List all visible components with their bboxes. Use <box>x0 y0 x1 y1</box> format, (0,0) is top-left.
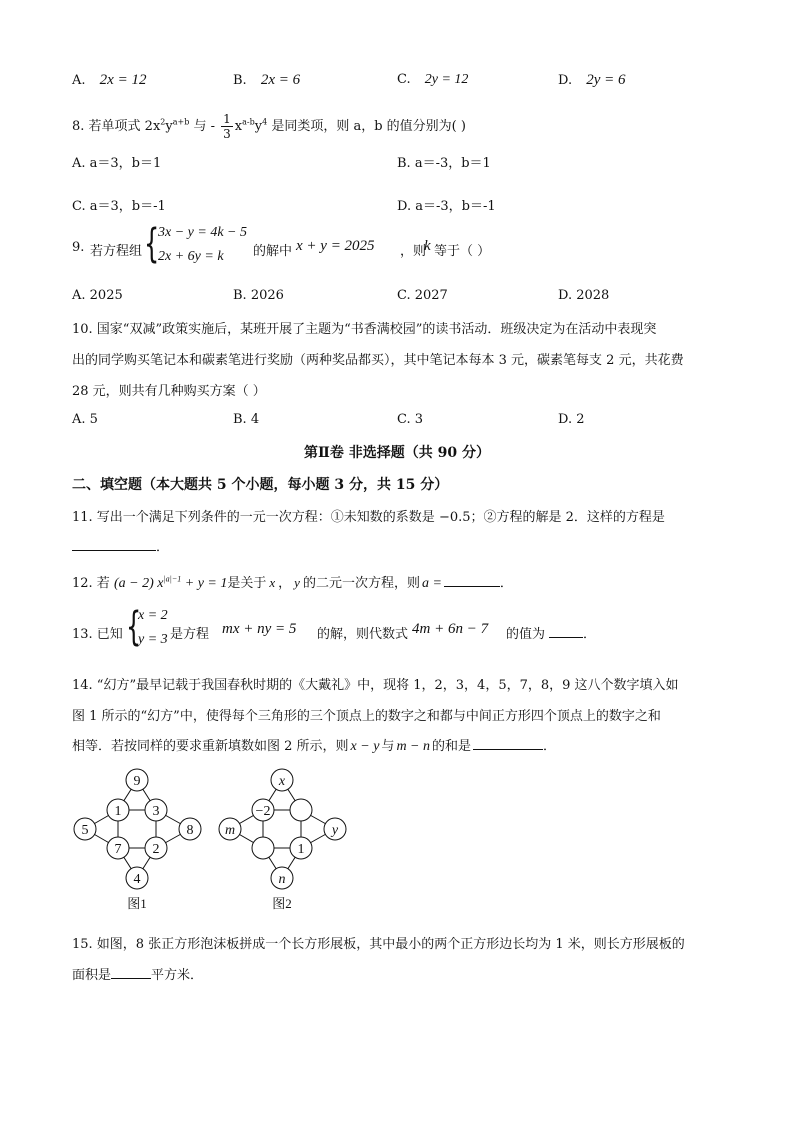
q11-blank[interactable] <box>72 538 156 551</box>
q14-blank[interactable] <box>473 737 543 750</box>
q8-stem: 8. 若单项式 $2x^2y^{a+b}$ 与 - $\frac{1}{3}$ $x^{a-b}y^4$ 是同类项，则 a，b 的值分别为( ) <box>72 112 466 141</box>
q9-system-brace: { <box>144 221 160 267</box>
fig2-caption: 图2 <box>272 896 292 911</box>
section-title: 第Ⅱ卷 非选择题（共 90 分） <box>304 445 490 461</box>
q8-option-b: B. a＝-3，b＝1 <box>397 156 491 171</box>
q7-option-c: C. 2y = 12 <box>397 72 469 87</box>
q14-line-2: 图 1 所示的“幻方”中，使得每个三角形的三个顶点上的数字之和都与中间正方形四个顶点上的数字之和 <box>72 709 661 724</box>
q7-option-b: B. 2x = 6 <box>233 72 301 88</box>
q13-blank[interactable] <box>549 625 583 638</box>
q7-option-d: D. 2y = 6 <box>558 72 626 88</box>
fig2-label-br: 1 <box>297 842 305 857</box>
q9-option-d: D. 2028 <box>558 288 610 303</box>
fig1-label-bl: 7 <box>114 842 122 857</box>
section-subtitle: 二、填空题（本大题共 5 个小题，每小题 3 分，共 15 分） <box>72 477 449 493</box>
fig2-label-left: m <box>224 823 236 838</box>
q9-option-c: C. 2027 <box>397 288 448 303</box>
q11-line-1: 11. 写出一个满足下列条件的一元一次方程：①未知数的系数是 −0.5；②方程的解是 2．这样的方程是 <box>72 510 665 525</box>
fig1-label-tl: 1 <box>114 804 122 819</box>
q10-line-1: 10. 国家“双减”政策实施后，某班开展了主题为“书香满校园”的读书活动．班级决定为在活动中表现突 <box>72 322 657 337</box>
q15-blank[interactable] <box>111 966 151 979</box>
q10-option-b: B. 4 <box>233 412 260 427</box>
fig2-node-tr <box>290 799 312 821</box>
q10-line-2: 出的同学购买笔记本和碳素笔进行奖励（两种奖品都买），其中笔记本每本 3 元，碳素笔每支 2 元，共花费 <box>72 353 684 368</box>
q8-option-c: C. a＝3，b＝-1 <box>72 199 166 214</box>
fig1-label-top: 9 <box>133 774 141 789</box>
fig2-node-bl <box>252 837 274 859</box>
q10-option-c: C. 3 <box>397 412 424 427</box>
q15-line-2: 面积是 平方米． <box>72 968 204 983</box>
q10-option-a: A. 5 <box>72 412 98 427</box>
fig1-label-bottom: 4 <box>133 872 141 887</box>
q15-line-1: 15. 如图，8 张正方形泡沫板拼成一个长方形展板，其中最小的两个正方形边长均为 1 米，则长方形展板的 <box>72 937 685 952</box>
fig1-label-right: 8 <box>186 823 194 838</box>
q10-option-d: D. 2 <box>558 412 585 427</box>
fig2-label-right: y <box>331 823 339 838</box>
q12-stem: 12. 若 (a − 2) $x^{|a|-1} + y = 1$是关于 x ， y 的二元一次方程，则 a = ． <box>72 574 513 591</box>
q10-line-3: 28 元，则共有几种购买方案（ ） <box>72 384 266 399</box>
fig2-label-bottom: n <box>278 872 286 887</box>
q9-option-b: B. 2026 <box>233 288 284 303</box>
fig1-label-br: 2 <box>152 842 160 857</box>
figure-2-labels <box>225 774 339 911</box>
fig1-label-tr: 3 <box>152 804 160 819</box>
magic-square-figures <box>60 760 360 920</box>
q13-system-brace: { <box>126 604 142 650</box>
q14-line-1: 14. “幻方”最早记载于我国春秋时期的《大戴礼》中，现将 1，2，3，4，5，7，8，9 这八个数字填入如 <box>72 678 679 693</box>
fig1-caption: 图1 <box>127 896 147 911</box>
q8-option-a: A. a＝3，b＝1 <box>72 156 162 171</box>
q8-fraction: $\frac{1}{3}$ <box>223 112 231 141</box>
q9-option-a: A. 2025 <box>72 288 123 303</box>
figure-1-labels <box>82 774 194 911</box>
q8-option-d: D. a＝-3，b＝-1 <box>397 199 496 214</box>
q14-line-3: 相等．若按同样的要求重新填数如图 2 所示，则 x − y 与 m − n 的和是 ． <box>72 739 557 754</box>
fig2-label-top: x <box>278 774 286 789</box>
q11-answer-line: ． <box>72 536 169 555</box>
q7-option-a: A. 2x = 12 <box>72 72 147 88</box>
q12-blank[interactable] <box>444 574 500 587</box>
fig2-label-tl: −2 <box>255 804 271 819</box>
fig1-label-left: 5 <box>81 823 89 838</box>
